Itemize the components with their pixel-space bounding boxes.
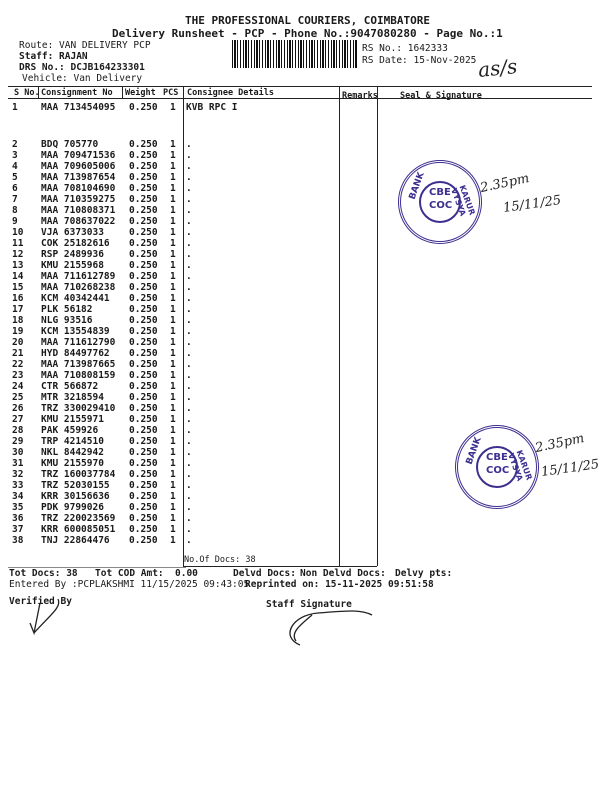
row-weight: 0.250 xyxy=(129,271,158,282)
row-weight: 0.250 xyxy=(129,513,158,524)
row-pcs: 1 xyxy=(170,304,176,315)
row-weight: 0.250 xyxy=(129,326,158,337)
row-consignment: TRZ 330029410 xyxy=(41,403,116,414)
row-consignee: . xyxy=(186,293,192,304)
stamp-ring-text: BANK xyxy=(464,435,484,467)
row-consignee: . xyxy=(186,139,192,150)
row-consignment: PAK 459926 xyxy=(41,425,99,436)
drs-label: DRS No.: xyxy=(19,62,65,73)
row-weight: 0.250 xyxy=(129,348,158,359)
row-sno: 31 xyxy=(12,458,24,469)
row-consignment: BDQ 705770 xyxy=(41,139,99,150)
row-consignment: KCM 13554839 xyxy=(41,326,110,337)
table-row xyxy=(0,337,600,348)
row-sno: 5 xyxy=(12,172,18,183)
row-sno: 10 xyxy=(12,227,24,238)
row-consignee: . xyxy=(186,447,192,458)
row-weight: 0.250 xyxy=(129,403,158,414)
row-sno: 17 xyxy=(12,304,24,315)
table-row xyxy=(0,161,600,172)
stamp-time-note: 2.35pm xyxy=(478,171,531,196)
row-consignee: . xyxy=(186,315,192,326)
row-pcs: 1 xyxy=(170,403,176,414)
row-consignment: MAA 709605006 xyxy=(41,161,116,172)
row-sno: 18 xyxy=(12,315,24,326)
row-weight: 0.250 xyxy=(129,436,158,447)
bank-stamp xyxy=(398,160,482,244)
entered-by: Entered By :PCPLAKSHMI 11/15/2025 09:43:05 xyxy=(9,579,250,590)
row-sno: 7 xyxy=(12,194,18,205)
row-weight: 0.250 xyxy=(129,337,158,348)
table-row xyxy=(0,381,600,392)
table-row xyxy=(0,216,600,227)
row-consignee: . xyxy=(186,183,192,194)
row-sno: 19 xyxy=(12,326,24,337)
row-consignment: HYD 84497762 xyxy=(41,348,110,359)
row-weight: 0.250 xyxy=(129,304,158,315)
stamp-inner-text: CBE xyxy=(429,187,451,198)
row-consignment: NKL 8442942 xyxy=(41,447,104,458)
row-consignee: . xyxy=(186,469,192,480)
staff-signature-scribble xyxy=(290,611,372,645)
row-weight: 0.250 xyxy=(129,150,158,161)
row-consignee: . xyxy=(186,194,192,205)
row-weight: 0.250 xyxy=(129,260,158,271)
row-sno: 36 xyxy=(12,513,24,524)
table-row xyxy=(0,524,600,535)
delvd-docs: Delvd Docs: xyxy=(233,568,296,579)
row-consignee: . xyxy=(186,359,192,370)
table-row xyxy=(0,102,600,113)
row-consignee: . xyxy=(186,414,192,425)
row-sno: 14 xyxy=(12,271,24,282)
row-consignment: KMU 2155970 xyxy=(41,458,104,469)
header-bottom-border xyxy=(8,98,592,99)
row-consignee: . xyxy=(186,425,192,436)
row-consignee: . xyxy=(186,381,192,392)
row-sno: 11 xyxy=(12,238,24,249)
tot-cod-label: Tot COD Amt: xyxy=(95,568,164,579)
row-pcs: 1 xyxy=(170,216,176,227)
row-consignment: MAA 713987665 xyxy=(41,359,116,370)
row-consignee: . xyxy=(186,216,192,227)
row-pcs: 1 xyxy=(170,238,176,249)
row-pcs: 1 xyxy=(170,194,176,205)
row-pcs: 1 xyxy=(170,502,176,513)
row-consignee: . xyxy=(186,502,192,513)
verified-by: Verified By xyxy=(9,596,72,607)
stamp-ring-text: KARUR VYSYA xyxy=(449,183,477,218)
table-row xyxy=(0,414,600,425)
table-row xyxy=(0,513,600,524)
row-consignee: . xyxy=(186,150,192,161)
row-sno: 38 xyxy=(12,535,24,546)
staff-label: Staff: RAJAN xyxy=(19,51,88,62)
row-consignee: . xyxy=(186,370,192,381)
stamp-date-note: 15/11/25 xyxy=(502,193,563,216)
row-consignee: . xyxy=(186,403,192,414)
no-of-docs: No.Of Docs: 38 xyxy=(184,555,256,565)
tot-docs: Tot Docs: 38 xyxy=(9,568,78,579)
col-header-pcs: PCS xyxy=(163,88,179,98)
row-consignee: . xyxy=(186,524,192,535)
row-consignment: VJA 6373033 xyxy=(41,227,104,238)
stamp-time-note: 2.35pm xyxy=(533,431,586,456)
col-header-consignment: Consignment No xyxy=(41,88,113,98)
row-consignment: TRZ 220023569 xyxy=(41,513,116,524)
row-weight: 0.250 xyxy=(129,205,158,216)
row-consignee: . xyxy=(186,392,192,403)
row-sno: 15 xyxy=(12,282,24,293)
table-row xyxy=(0,150,600,161)
table-row xyxy=(0,139,600,150)
row-sno: 24 xyxy=(12,381,24,392)
table-row xyxy=(0,260,600,271)
table-row xyxy=(0,315,600,326)
row-pcs: 1 xyxy=(170,535,176,546)
row-consignment: MAA 713987654 xyxy=(41,172,116,183)
row-pcs: 1 xyxy=(170,102,176,113)
row-weight: 0.250 xyxy=(129,480,158,491)
table-row xyxy=(0,271,600,282)
row-consignee: . xyxy=(186,172,192,183)
row-consignee: . xyxy=(186,260,192,271)
handwritten-note: as/s xyxy=(476,54,519,82)
row-consignee: . xyxy=(186,337,192,348)
row-sno: 25 xyxy=(12,392,24,403)
row-consignment: RSP 2489936 xyxy=(41,249,104,260)
row-pcs: 1 xyxy=(170,315,176,326)
row-sno: 35 xyxy=(12,502,24,513)
runsheet-subtitle: Delivery Runsheet - PCP - Phone No.:9047080280 - Page No.:1 xyxy=(112,27,503,40)
row-sno: 37 xyxy=(12,524,24,535)
row-consignment: NLG 93516 xyxy=(41,315,93,326)
row-pcs: 1 xyxy=(170,469,176,480)
row-consignment: MAA 710808159 xyxy=(41,370,116,381)
row-sno: 4 xyxy=(12,161,18,172)
row-weight: 0.250 xyxy=(129,381,158,392)
row-consignment: KMU 2155971 xyxy=(41,414,104,425)
stamp-ring-text: BANK xyxy=(407,170,427,202)
row-consignment: KMU 2155968 xyxy=(41,260,104,271)
stamp-date-note: 15/11/25 xyxy=(540,457,600,480)
row-sno: 3 xyxy=(12,150,18,161)
row-weight: 0.250 xyxy=(129,359,158,370)
row-pcs: 1 xyxy=(170,370,176,381)
row-sno: 1 xyxy=(12,102,18,113)
row-weight: 0.250 xyxy=(129,535,158,546)
bank-stamp xyxy=(455,425,539,509)
row-pcs: 1 xyxy=(170,425,176,436)
row-weight: 0.250 xyxy=(129,370,158,381)
row-consignment: COK 25182616 xyxy=(41,238,110,249)
stamp-inner-text: COC xyxy=(429,200,453,211)
row-pcs: 1 xyxy=(170,172,176,183)
row-consignment: MAA 710808371 xyxy=(41,205,116,216)
row-consignment: MAA 711612789 xyxy=(41,271,116,282)
row-consignment: PLK 56182 xyxy=(41,304,93,315)
table-row xyxy=(0,370,600,381)
row-sno: 13 xyxy=(12,260,24,271)
col-header-sno: S No. xyxy=(14,88,40,98)
row-pcs: 1 xyxy=(170,524,176,535)
row-pcs: 1 xyxy=(170,381,176,392)
row-consignee: KVB RPC I xyxy=(186,102,238,113)
row-consignment: MAA 708637022 xyxy=(41,216,116,227)
row-weight: 0.250 xyxy=(129,414,158,425)
row-sno: 32 xyxy=(12,469,24,480)
row-weight: 0.250 xyxy=(129,315,158,326)
drs-value: DCJB164233301 xyxy=(70,62,145,73)
verifier-signature xyxy=(30,599,59,633)
row-sno: 9 xyxy=(12,216,18,227)
col-header-seal: Seal & Signature xyxy=(400,91,482,101)
company-title: THE PROFESSIONAL COURIERS, COIMBATORE xyxy=(185,14,431,27)
table-top-border xyxy=(8,86,592,87)
row-consignee: . xyxy=(186,513,192,524)
row-pcs: 1 xyxy=(170,293,176,304)
row-consignee: . xyxy=(186,326,192,337)
stamp-inner-text: CBE xyxy=(486,452,508,463)
row-pcs: 1 xyxy=(170,447,176,458)
row-consignment: KCM 40342441 xyxy=(41,293,110,304)
row-consignee: . xyxy=(186,161,192,172)
non-delvd-docs: Non Delvd Docs: xyxy=(300,568,386,579)
stamp-ring-text: KARUR VYSYA xyxy=(506,448,534,483)
row-consignee: . xyxy=(186,227,192,238)
row-consignment: MAA 710359275 xyxy=(41,194,116,205)
row-weight: 0.250 xyxy=(129,194,158,205)
row-sno: 2 xyxy=(12,139,18,150)
table-row xyxy=(0,535,600,546)
row-consignee: . xyxy=(186,436,192,447)
row-weight: 0.250 xyxy=(129,425,158,436)
row-weight: 0.250 xyxy=(129,447,158,458)
row-consignment: PDK 9799026 xyxy=(41,502,104,513)
row-sno: 29 xyxy=(12,436,24,447)
row-pcs: 1 xyxy=(170,491,176,502)
row-pcs: 1 xyxy=(170,271,176,282)
row-consignee: . xyxy=(186,304,192,315)
row-sno: 30 xyxy=(12,447,24,458)
row-consignee: . xyxy=(186,480,192,491)
delvy-pts: Delvy pts: xyxy=(395,568,453,579)
tot-cod-value: 0.00 xyxy=(175,568,198,579)
table-row xyxy=(0,227,600,238)
row-sno: 16 xyxy=(12,293,24,304)
row-pcs: 1 xyxy=(170,513,176,524)
row-consignee: . xyxy=(186,535,192,546)
row-consignment: MAA 711612790 xyxy=(41,337,116,348)
row-sno: 21 xyxy=(12,348,24,359)
row-pcs: 1 xyxy=(170,150,176,161)
row-sno: 28 xyxy=(12,425,24,436)
row-pcs: 1 xyxy=(170,282,176,293)
table-row xyxy=(0,359,600,370)
row-consignee: . xyxy=(186,238,192,249)
table-row xyxy=(0,293,600,304)
row-sno: 8 xyxy=(12,205,18,216)
row-consignee: . xyxy=(186,205,192,216)
row-weight: 0.250 xyxy=(129,183,158,194)
row-pcs: 1 xyxy=(170,337,176,348)
row-weight: 0.250 xyxy=(129,227,158,238)
row-consignment: CTR 566872 xyxy=(41,381,99,392)
row-sno: 33 xyxy=(12,480,24,491)
row-consignment: KRR 30156636 xyxy=(41,491,110,502)
table-row xyxy=(0,282,600,293)
table-row xyxy=(0,392,600,403)
row-consignment: MAA 713454095 xyxy=(41,102,116,113)
row-pcs: 1 xyxy=(170,392,176,403)
row-weight: 0.250 xyxy=(129,293,158,304)
row-weight: 0.250 xyxy=(129,161,158,172)
row-consignment: TNJ 22864476 xyxy=(41,535,110,546)
reprinted-on: Reprinted on: 15-11-2025 09:51:58 xyxy=(245,579,434,590)
row-pcs: 1 xyxy=(170,161,176,172)
row-pcs: 1 xyxy=(170,414,176,425)
row-sno: 34 xyxy=(12,491,24,502)
row-pcs: 1 xyxy=(170,458,176,469)
row-weight: 0.250 xyxy=(129,491,158,502)
row-sno: 12 xyxy=(12,249,24,260)
table-row xyxy=(0,348,600,359)
row-weight: 0.250 xyxy=(129,238,158,249)
row-pcs: 1 xyxy=(170,139,176,150)
row-pcs: 1 xyxy=(170,183,176,194)
rs-date: RS Date: 15-Nov-2025 xyxy=(362,55,477,66)
row-weight: 0.250 xyxy=(129,502,158,513)
row-sno: 23 xyxy=(12,370,24,381)
row-pcs: 1 xyxy=(170,249,176,260)
row-weight: 0.250 xyxy=(129,469,158,480)
row-weight: 0.250 xyxy=(129,102,158,113)
row-weight: 0.250 xyxy=(129,249,158,260)
col-header-remarks: Remarks xyxy=(342,91,378,101)
row-weight: 0.250 xyxy=(129,172,158,183)
row-weight: 0.250 xyxy=(129,216,158,227)
table-row xyxy=(0,249,600,260)
row-consignment: MAA 710268238 xyxy=(41,282,116,293)
row-sno: 20 xyxy=(12,337,24,348)
row-consignee: . xyxy=(186,282,192,293)
row-consignee: . xyxy=(186,458,192,469)
col-header-weight: Weight xyxy=(125,88,156,98)
vehicle-label: Vehicle: Van Delivery xyxy=(22,73,143,84)
table-row xyxy=(0,403,600,414)
route-label: Route: VAN DELIVERY PCP xyxy=(19,40,151,51)
row-consignment: TRP 4214510 xyxy=(41,436,104,447)
row-weight: 0.250 xyxy=(129,524,158,535)
row-weight: 0.250 xyxy=(129,392,158,403)
row-pcs: 1 xyxy=(170,227,176,238)
row-consignee: . xyxy=(186,249,192,260)
rs-number: RS No.: 1642333 xyxy=(362,43,448,54)
stamp-inner-text: COC xyxy=(486,465,510,476)
row-sno: 26 xyxy=(12,403,24,414)
col-divider xyxy=(122,86,123,99)
table-row xyxy=(0,238,600,249)
row-pcs: 1 xyxy=(170,480,176,491)
table-row xyxy=(0,304,600,315)
row-weight: 0.250 xyxy=(129,282,158,293)
staff-signature: Staff Signature xyxy=(266,599,352,610)
row-weight: 0.250 xyxy=(129,458,158,469)
row-consignment: TRZ 52030155 xyxy=(41,480,110,491)
row-sno: 6 xyxy=(12,183,18,194)
row-consignment: MAA 708104690 xyxy=(41,183,116,194)
col-header-consignee: Consignee Details xyxy=(187,88,274,98)
signature-scribbles xyxy=(0,585,600,665)
row-consignee: . xyxy=(186,491,192,502)
row-consignment: MTR 3218594 xyxy=(41,392,104,403)
row-consignment: KRR 600085051 xyxy=(41,524,116,535)
row-sno: 27 xyxy=(12,414,24,425)
row-sno: 22 xyxy=(12,359,24,370)
row-pcs: 1 xyxy=(170,348,176,359)
table-bottom-border xyxy=(183,566,377,567)
row-consignment: TRZ 160037784 xyxy=(41,469,116,480)
drs-number xyxy=(19,62,145,73)
row-consignee: . xyxy=(186,348,192,359)
row-consignment: MAA 709471536 xyxy=(41,150,116,161)
row-consignee: . xyxy=(186,271,192,282)
barcode xyxy=(232,40,358,68)
row-weight: 0.250 xyxy=(129,139,158,150)
row-pcs: 1 xyxy=(170,359,176,370)
row-pcs: 1 xyxy=(170,436,176,447)
row-pcs: 1 xyxy=(170,260,176,271)
row-pcs: 1 xyxy=(170,205,176,216)
table-row xyxy=(0,326,600,337)
row-pcs: 1 xyxy=(170,326,176,337)
